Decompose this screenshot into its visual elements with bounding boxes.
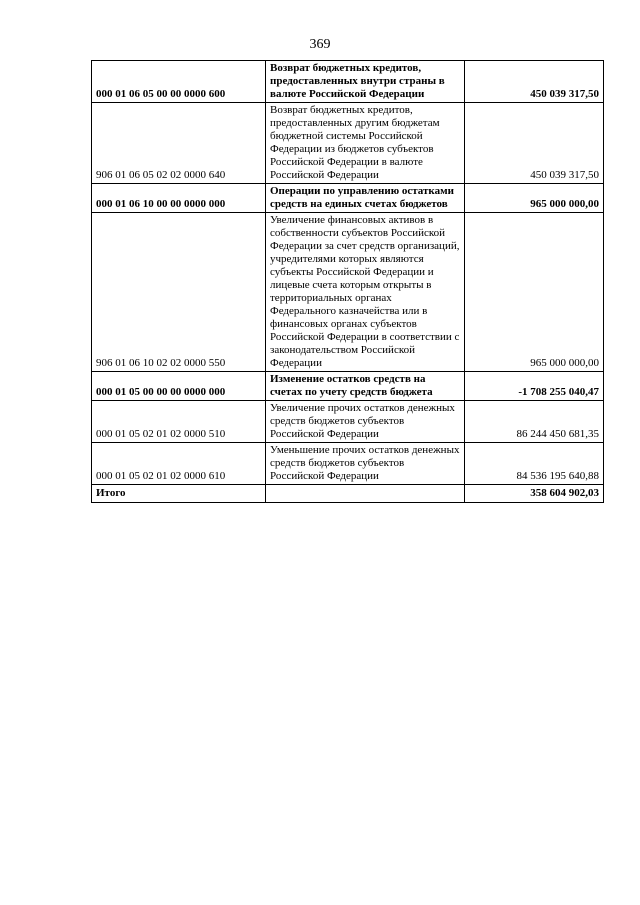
budget-sources-table (91, 60, 604, 503)
table-body (92, 61, 604, 503)
item-name-cell: Изменение остатков средств на счетах по учету средств бюджета (266, 372, 465, 401)
amount-cell: 450 039 317,50 (465, 61, 604, 103)
amount-cell: 450 039 317,50 (465, 103, 604, 184)
budget-code-cell: 906 01 06 05 02 02 0000 640 (92, 103, 266, 184)
total-row (92, 485, 604, 503)
total-label: Итого (92, 485, 266, 503)
budget-code-cell: 000 01 06 10 00 00 0000 000 (92, 184, 266, 213)
table-row (92, 372, 604, 401)
budget-code-cell: 000 01 05 00 00 00 0000 000 (92, 372, 266, 401)
total-empty-cell (266, 485, 465, 503)
table-row (92, 184, 604, 213)
budget-code-cell: 000 01 05 02 01 02 0000 610 (92, 443, 266, 485)
table-row (92, 401, 604, 443)
item-name-cell: Возврат бюджетных кредитов, предоставленных внутри страны в валюте Российской Федерации (266, 61, 465, 103)
item-name-cell: Увеличение финансовых активов в собственности субъектов Российской Федерации за счет средств организаций, учредителями которых являются субъекты Российской Федерации и лицевые счета которым открыты в территориальных органах Федерального казначейства или в финансовых органах субъектов Российской Федерации в соответствии с законодательством Российской Федерации (266, 213, 465, 372)
amount-cell: 965 000 000,00 (465, 213, 604, 372)
budget-code-cell: 000 01 06 05 00 00 0000 600 (92, 61, 266, 103)
total-amount: 358 604 902,03 (465, 485, 604, 503)
item-name-cell: Возврат бюджетных кредитов, предоставленных другим бюджетам бюджетной системы Российской Федерации из бюджетов субъектов Российской Федерации в валюте Российской Федерации (266, 103, 465, 184)
item-name-cell: Операции по управлению остатками средств на единых счетах бюджетов (266, 184, 465, 213)
budget-code-cell: 906 01 06 10 02 02 0000 550 (92, 213, 266, 372)
amount-cell: 86 244 450 681,35 (465, 401, 604, 443)
table-row (92, 103, 604, 184)
item-name-cell: Уменьшение прочих остатков денежных средств бюджетов субъектов Российской Федерации (266, 443, 465, 485)
item-name-cell: Увеличение прочих остатков денежных средств бюджетов субъектов Российской Федерации (266, 401, 465, 443)
amount-cell: -1 708 255 040,47 (465, 372, 604, 401)
table-row (92, 213, 604, 372)
table-row (92, 443, 604, 485)
table-row (92, 61, 604, 103)
amount-cell: 965 000 000,00 (465, 184, 604, 213)
budget-code-cell: 000 01 05 02 01 02 0000 510 (92, 401, 266, 443)
amount-cell: 84 536 195 640,88 (465, 443, 604, 485)
page-number: 369 (309, 37, 331, 52)
